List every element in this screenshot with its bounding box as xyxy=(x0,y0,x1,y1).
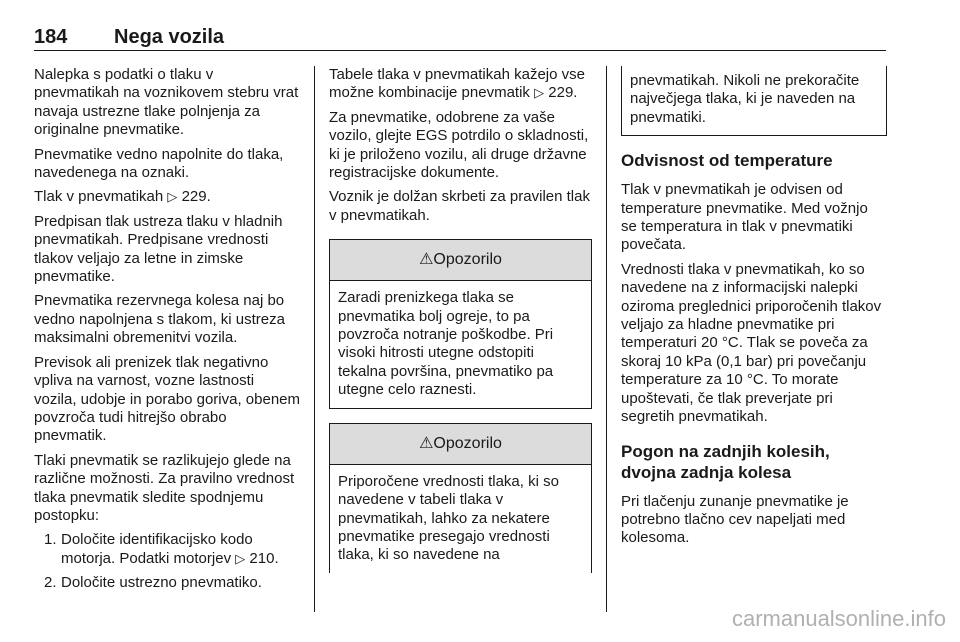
list-item: 2. Določite ustrezno pnevmatiko. xyxy=(44,574,262,592)
column-2 xyxy=(329,66,592,573)
warning-box xyxy=(329,239,592,408)
paragraph: Nalepka s podatki o tlaku v pnevmatikah na voznikovem stebru vrat navaja ustrezne tlake polnjenja za originalne pnevmatike. xyxy=(34,66,299,139)
warning-icon: ⚠ xyxy=(419,434,434,452)
warning-text: Zaradi prenizkega tlaka se pnevmatika bolj ogreje, to pa povzroča notranje poškodbe. Pri visoki hitrosti utegne odstopiti tekalna površina, pnevmatiko pa utegne celo raznesti. xyxy=(338,289,554,399)
warning-header xyxy=(330,424,591,465)
page-ref-link[interactable]: 229. xyxy=(548,84,578,102)
page-ref-link[interactable]: 229. xyxy=(181,188,211,206)
section-heading: Odvisnost od temperature xyxy=(621,151,833,171)
paragraph: Pnevmatike vedno napolnite do tlaka, navedenega na oznaki. xyxy=(34,145,284,182)
paragraph: Tabele tlaka v pnevmatikah kažejo vse možne kombinacije pnevmatik ▷ 229. xyxy=(329,66,585,102)
column-divider xyxy=(606,66,607,612)
column-divider xyxy=(314,66,315,612)
column-3 xyxy=(621,66,887,554)
warning-header xyxy=(330,240,591,281)
paragraph: Vrednosti tlaka v pnevmatikah, ko so navedene na z informacijski nalepki oziroma preglednici priporočenih tlakov veljajo za hladne pnevmatike pri temperaturi 20 °C. Tlak se poveča za skoraj 10 kPa (0,1 bar) pri povečanju temperature za 10 °C. To morate upoštevati, če tlak preverjate pri segretih pnevmatikah. xyxy=(621,260,882,426)
warning-box-continued xyxy=(621,66,887,136)
header-rule xyxy=(34,50,886,51)
warning-box xyxy=(329,423,592,573)
page-number: 184 xyxy=(34,26,68,48)
page-ref-link[interactable]: 210. xyxy=(249,549,279,567)
list-item: 1. Določite identifikacijsko kodo motorja. Podatki motorjev ▷ 210. xyxy=(44,531,279,567)
column-1 xyxy=(34,66,300,599)
warning-text: pnevmatikah. Nikoli ne prekoračite največjega tlaka, ki je naveden na pnevmatiki. xyxy=(630,72,860,126)
page-header xyxy=(34,26,886,52)
watermark: carmanualsonline.info xyxy=(731,606,946,631)
paragraph: Tlaki pnevmatik se razlikujejo glede na različne možnosti. Za pravilno vrednost tlaka pnevmatik sledite spodnjemu postopku: xyxy=(34,451,295,524)
paragraph: Predpisan tlak ustreza tlaku v hladnih pnevmatikah. Predpisane vrednosti tlakov veljajo za letne in zimske pnevmatike. xyxy=(34,212,283,286)
steps-list xyxy=(34,531,300,592)
page-ref-icon: ▷ xyxy=(534,85,545,101)
warning-text: Priporočene vrednosti tlaka, ki so navedene v tabeli tlaka v pnevmatikah, lahko za nekatere pnevmatike presegajo vrednosti tlaka, ki so navedene na xyxy=(338,472,559,564)
section-heading: Pogon na zadnjih kolesih, dvojna zadnja kolesa xyxy=(621,441,830,482)
paragraph: Voznik je dolžan skrbeti za pravilen tlak v pnevmatikah. xyxy=(329,188,590,224)
paragraph: Tlak v pnevmatikah ▷ 229. xyxy=(34,188,211,206)
warning-title: Opozorilo xyxy=(433,251,502,269)
paragraph: Tlak v pnevmatikah je odvisen od temperature pnevmatike. Med vožnjo se temperatura in tlak v pnevmatiki povečata. xyxy=(621,181,868,254)
step-number: 1. xyxy=(44,531,57,549)
paragraph: Za pnevmatike, odobrene za vaše vozilo, glejte EGS potrdilo o skladnosti, ki je priloženo vozilu, ali druge državne registracijske dokumente. xyxy=(329,108,589,182)
paragraph: Pnevmatika rezervnega kolesa naj bo vedno napolnjena s tlakom, ki ustreza maksimalni obremenitvi vozila. xyxy=(34,292,285,347)
step-number: 2. xyxy=(44,574,57,592)
page-title: Nega vozila xyxy=(114,26,225,48)
page-ref-icon: ▷ xyxy=(167,189,178,205)
warning-icon: ⚠ xyxy=(419,251,434,269)
warning-title: Opozorilo xyxy=(433,434,502,452)
page-ref-icon: ▷ xyxy=(235,550,246,566)
paragraph: Previsok ali prenizek tlak negativno vpliva na varnost, vozne lastnosti vozila, udobje in porabo goriva, obenem povzroča tudi hitrejšo obrabo pnevmatik. xyxy=(34,353,301,445)
paragraph: Pri tlačenju zunanje pnevmatike je potrebno tlačno cev napeljati med kolesoma. xyxy=(621,492,849,547)
